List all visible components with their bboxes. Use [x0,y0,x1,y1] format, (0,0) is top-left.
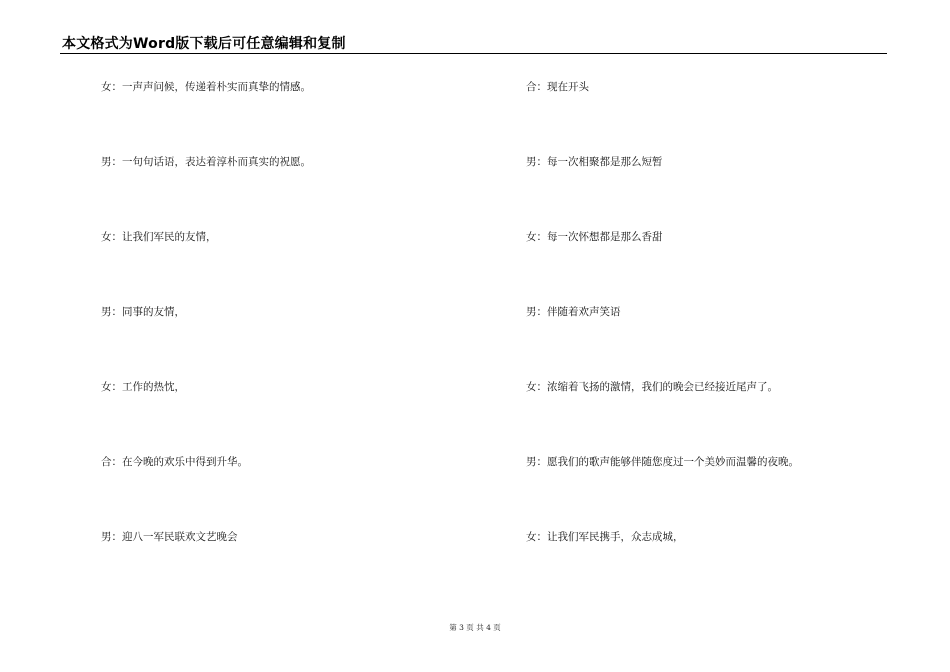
dialogue-line: 女：让我们军民的友情， [101,231,217,243]
dialogue-line: 合：现在开头 [526,81,589,93]
dialogue-line: 女：每一次怀想都是那么香甜 [526,231,663,243]
header-title: 本文格式为Word版下载后可任意编辑和复制 [62,36,346,52]
dialogue-line: 男：一句句话语，表达着淳朴而真实的祝愿。 [101,156,311,168]
dialogue-line: 男：同事的友情， [101,306,185,318]
dialogue-line: 女：工作的热忱， [101,381,185,393]
page-number: 第 3 页 共 4 页 [449,623,501,632]
dialogue-line: 男：迎八一军民联欢文艺晚会 [101,531,238,543]
dialogue-line: 女：让我们军民携手，众志成城， [526,531,684,543]
dialogue-line: 女：一声声问候，传递着朴实而真挚的情感。 [101,81,311,93]
dialogue-line: 男：每一次相聚都是那么短暂 [526,156,663,168]
dialogue-line: 合：在今晚的欢乐中得到升华。 [101,456,248,468]
dialogue-line: 女：浓缩着飞扬的激情，我们的晚会已经接近尾声了。 [526,381,778,393]
dialogue-line: 男：伴随着欢声笑语 [526,306,621,318]
dialogue-line: 男：愿我们的歌声能够伴随您度过一个美妙而温馨的夜晚。 [526,456,799,468]
header-divider [60,53,887,54]
